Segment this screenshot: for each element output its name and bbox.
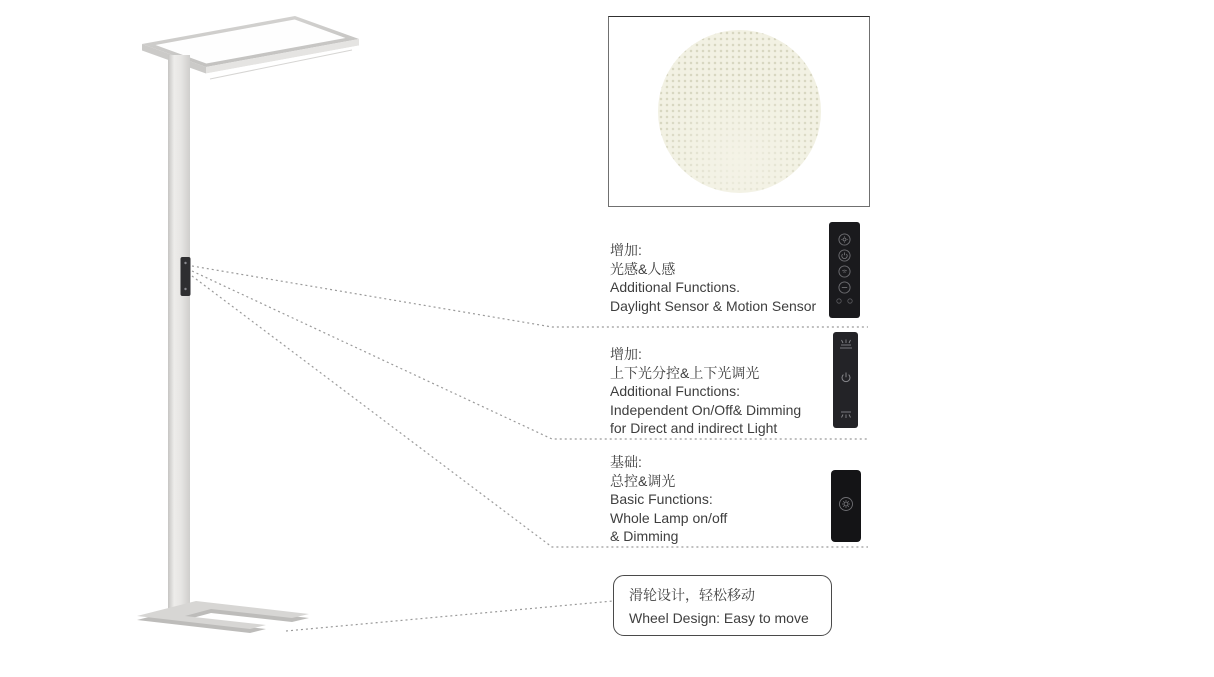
annotation-line: Basic Functions:	[610, 491, 713, 507]
annotation-daylight-motion-sensor	[610, 241, 816, 315]
callout-line-base	[286, 601, 613, 631]
basic-remote-control[interactable]	[831, 470, 861, 542]
lamp-pole	[168, 55, 190, 612]
annotation-line: Additional Functions.	[610, 279, 740, 295]
sensor-remote-control[interactable]	[829, 222, 860, 318]
annotation-independent-control	[610, 345, 801, 438]
annotation-line: 增加:	[610, 242, 642, 258]
annotation-line: & Dimming	[610, 528, 679, 544]
lamp-base-top	[137, 601, 309, 629]
annotation-line: Additional Functions:	[610, 383, 740, 399]
wheel-box-line-en: Wheel Design: Easy to move	[629, 610, 809, 626]
annotation-line: for Direct and indirect Light	[610, 420, 778, 436]
prismatic-diffuser-image	[658, 30, 821, 193]
annotation-line: Daylight Sensor & Motion Sensor	[610, 297, 817, 314]
dimming-sun-icon[interactable]	[838, 496, 854, 512]
annotation-line: 总控&调光	[610, 472, 676, 489]
sun-icon[interactable]	[838, 233, 851, 246]
indicator-dots	[834, 297, 856, 305]
annotation-line: Independent On/Off& Dimming	[610, 401, 802, 418]
lamp-base	[137, 601, 309, 633]
wheel-design-callout-box	[613, 575, 832, 636]
annotation-line: Whole Lamp on/off	[610, 509, 728, 526]
dual-light-remote-control[interactable]	[833, 332, 858, 428]
pole-control-panel[interactable]	[181, 257, 191, 296]
annotation-line: 光感&人感	[610, 260, 676, 277]
indirect-light-icon[interactable]	[838, 338, 853, 350]
sensor-icon[interactable]	[838, 265, 851, 278]
wheel-box-line-zh: 滑轮设计，轻松移动	[629, 587, 755, 603]
power-icon[interactable]	[838, 249, 851, 262]
annotation-line: 上下光分控&上下光调光	[610, 364, 760, 381]
annotation-line: 基础:	[610, 454, 642, 470]
dim-icon[interactable]	[838, 281, 851, 294]
texture-detail-box	[608, 16, 870, 207]
direct-light-icon[interactable]	[838, 409, 853, 421]
power-icon[interactable]	[838, 370, 853, 385]
annotation-line: 增加:	[610, 346, 642, 362]
annotation-basic-functions	[610, 453, 727, 546]
